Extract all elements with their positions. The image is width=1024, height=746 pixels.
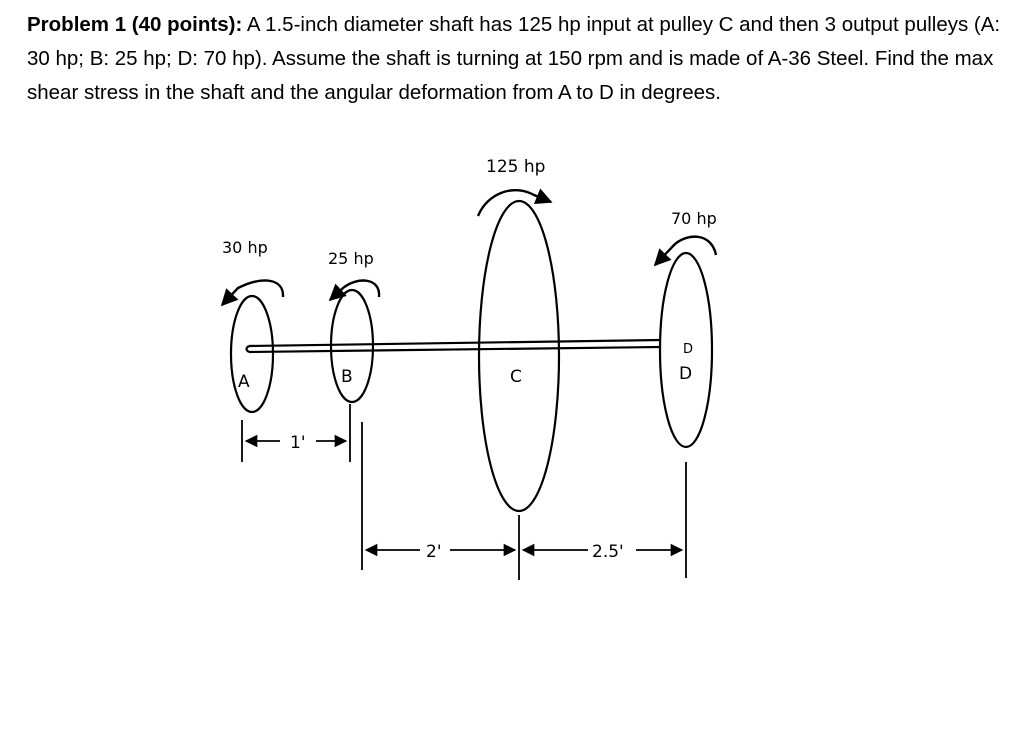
pulley-a-label: A — [238, 372, 250, 392]
pulley-d-label: D — [679, 364, 693, 384]
dimension-bc — [366, 542, 515, 562]
pulley-d-small-label: D — [683, 342, 694, 357]
pulley-c-power: 125 hp — [486, 157, 546, 177]
dimension-ab-label: 1' — [290, 433, 306, 453]
dimension-cd — [523, 542, 682, 562]
pulley-c-label: C — [510, 367, 522, 387]
torque-arrow-d — [655, 237, 716, 265]
pulley-a — [222, 238, 283, 412]
shaft — [247, 340, 661, 352]
dimension-ab — [246, 433, 346, 453]
pulley-a-power: 30 hp — [222, 238, 268, 257]
problem-heading: Problem 1 (40 points): — [27, 13, 243, 36]
dimension-cd-label: 2.5' — [592, 542, 624, 562]
dimension-bc-label: 2' — [426, 542, 442, 562]
torque-arrow-a — [222, 281, 283, 305]
pulley-d-power: 70 hp — [671, 209, 717, 228]
problem-body: A 1.5-inch diameter shaft has 125 hp input at pulley C and then 3 output pulleys (A: 30 hp; B: 25 hp; D: 70 hp). Assume the shaft is turning at 150 rpm and is made of A-36 Steel. Find the max shear stress in the shaft and the angular deformation from A to D in degrees. — [27, 13, 1001, 104]
pulley-c — [478, 157, 559, 511]
pulley-b — [328, 249, 379, 402]
pulley-b-power: 25 hp — [328, 249, 374, 268]
pulley-d — [655, 209, 717, 447]
pulley-b-label: B — [341, 367, 353, 387]
